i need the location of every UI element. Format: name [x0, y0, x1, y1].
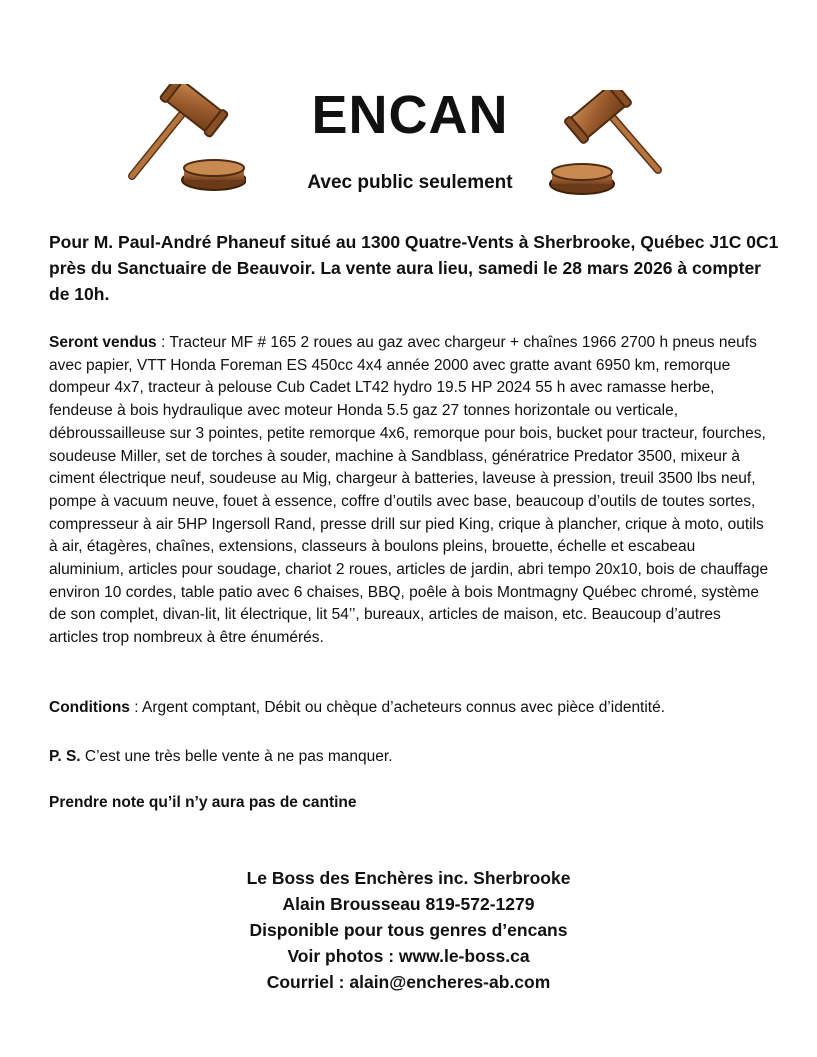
canteen-note: Prendre note qu’il n’y aura pas de cantine [49, 794, 357, 811]
items-for-sale [49, 332, 774, 650]
postscript [49, 746, 789, 768]
ps-text: C’est une très belle vente à ne pas manquer. [80, 748, 393, 765]
ps-label: P. S. [49, 748, 81, 765]
page-title: ENCAN [311, 85, 509, 145]
conditions-separator: : [129, 699, 143, 716]
items-separator: : [156, 334, 170, 351]
contact-footer [0, 865, 817, 995]
company-name: Le Boss des Enchères inc. Sherbrooke [246, 868, 571, 888]
availability: Disponible pour tous genres d’encans [249, 920, 568, 940]
conditions [49, 697, 789, 719]
page-subtitle: Avec public seulement [307, 172, 513, 193]
email-contact: Courriel : alain@encheres-ab.com [266, 972, 551, 992]
items-text: Tracteur MF # 165 2 roues au gaz avec chargeur + chaînes 1966 2700 h pneus neufs avec papier, VTT Honda Foreman ES 450cc 4x4 année 2000 avec gratte avant 6950 km, remorque dompeur 4x7, tracteur à pelouse Cub Cadet LT42 hydro 19.5 HP 2024 55 h avec ramasse herbe, fendeuse à bois hydraulique avec moteur Honda 5.5 gaz 27 tonnes horizontale ou verticale, débroussailleuse sur 3 pointes, petite remorque 4x6, remorque pour bois, bucket pour tracteur, fourches, soudeuse Miller, set de torches à souder, machine à Sandblass, génératrice Predator 3500, mixeur à ciment électrique neuf, soudeuse au Mig, chargeur à batteries, laveuse à pression, treuil 3500 lbs neuf, pompe à vacuum neuve, fouet à essence, coffre d’outils avec base, beaucoup d’outils de toutes sortes, compresseur à air 5HP Ingersoll Rand, presse drill sur pied King, crique à plancher, crique à moto, outils à air, étagères, chaînes, extensions, classeurs à boulons pleins, brouette, échelle et escabeau aluminium, articles pour soudage, chariot 2 roues, articles de jardin, abri tempo 20x10, bois de chauffage environ 10 cordes, table patio avec 6 chaises, BBQ, poêle à bois Montmagny Québec chromé, système de son complet, divan-lit, lit électrique, lit 54’’, bureaux, articles de maison, etc. Beaucoup d’autres articles trop nombreux à être énumérés. [49, 334, 769, 647]
photos-link: Voir photos : www.le-boss.ca [287, 946, 530, 966]
conditions-text: Argent comptant, Débit ou chèque d’acheteurs connus avec pièce d’identité. [142, 699, 666, 716]
items-label: Seront vendus [49, 334, 157, 351]
conditions-label: Conditions [49, 699, 130, 716]
contact-phone: Alain Brousseau 819-572-1279 [282, 894, 535, 914]
sale-intro: Pour M. Paul-André Phaneuf situé au 1300 Quatre-Vents à Sherbrooke, Québec J1C 0C1 près du Sanctuaire de Beauvoir. La vente aura lieu, samedi le 28 mars 2026 à compter de 10h. [49, 232, 779, 304]
